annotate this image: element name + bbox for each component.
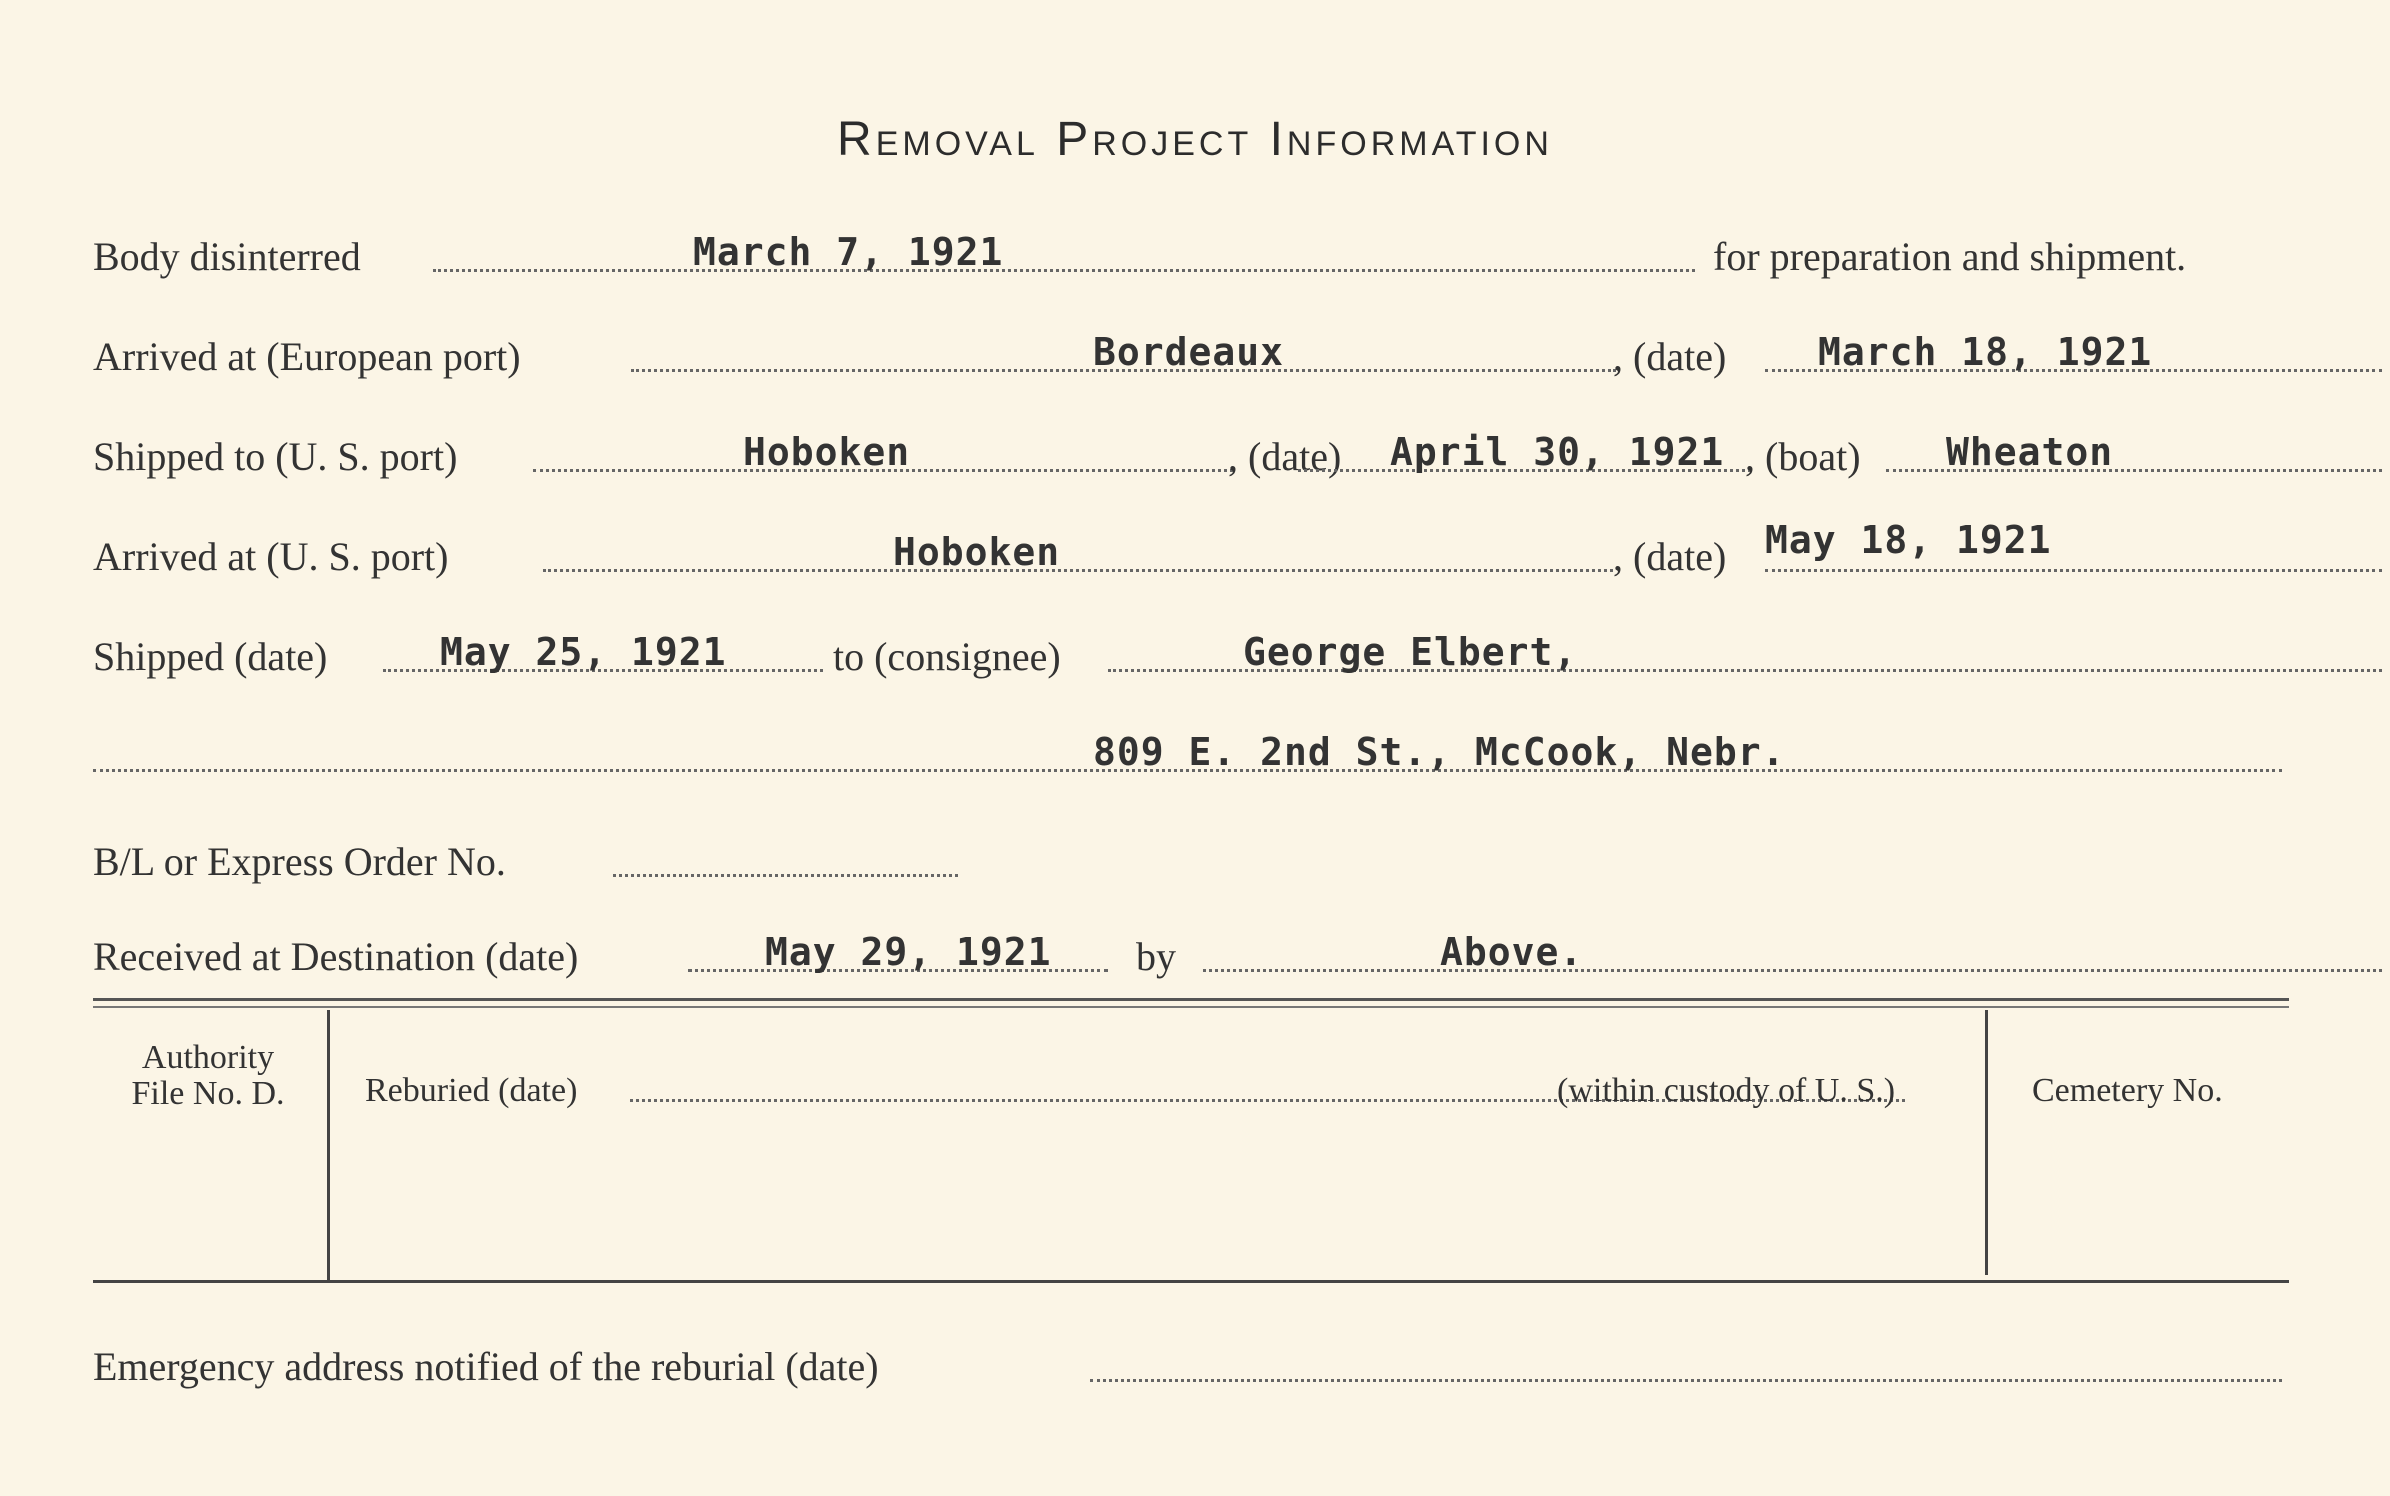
received-by-line — [1203, 969, 2382, 972]
shipped-to-us-boat-label: , (boat) — [1745, 434, 1861, 479]
consignee-value: George Elbert, — [1243, 630, 1578, 674]
received-label: Received at Destination (date) — [93, 934, 579, 979]
double-rule-bottom — [93, 1006, 2289, 1008]
shipped-date-value: May 25, 1921 — [440, 630, 727, 674]
arrived-us-date-value: May 18, 1921 — [1765, 518, 2052, 562]
authority-label: Authority — [141, 1039, 275, 1076]
double-rule-top — [93, 998, 2289, 1001]
shipped-to-us-date-label: , (date) — [1228, 434, 1342, 479]
row-shipped-to-us — [93, 420, 2290, 480]
row-emergency — [93, 1330, 2290, 1390]
arrived-european-date-label: , (date) — [1613, 334, 1727, 379]
arrived-us-value: Hoboken — [893, 530, 1061, 574]
received-by-label: by — [1136, 934, 1176, 979]
address-value: 809 E. 2nd St., McCook, Nebr. — [1093, 730, 1786, 774]
row-body-disinterred — [93, 220, 2290, 280]
arrived-european-label: Arrived at (European port) — [93, 334, 521, 379]
shipped-to-us-date-value: April 30, 1921 — [1390, 430, 1725, 474]
received-by-value: Above. — [1440, 930, 1584, 974]
box-divider-left — [327, 1010, 330, 1282]
row-arrived-european — [93, 320, 2290, 380]
row-bl-order — [93, 825, 2290, 885]
row-reburied — [365, 1050, 2290, 1110]
shipped-to-us-value: Hoboken — [743, 430, 911, 474]
arrived-european-value: Bordeaux — [1093, 330, 1285, 374]
authority-block — [118, 1040, 298, 1111]
cemetery-label: Cemetery No. — [2032, 1072, 2223, 1109]
body-disinterred-label: Body disinterred — [93, 234, 361, 279]
arrived-us-line — [543, 569, 1613, 572]
row-address — [93, 720, 2290, 780]
shipped-to-us-label: Shipped to (U. S. port) — [93, 434, 458, 479]
row-arrived-us — [93, 520, 2290, 580]
bl-order-line — [613, 874, 958, 877]
arrived-us-label: Arrived at (U. S. port) — [93, 534, 449, 579]
received-value: May 29, 1921 — [765, 930, 1052, 974]
body-disinterred-line — [433, 269, 1695, 272]
consignee-label: to (consignee) — [833, 634, 1061, 679]
custody-label: (within custody of U. S.) — [1557, 1072, 1896, 1109]
reburied-label: Reburied (date) — [365, 1072, 578, 1109]
shipped-to-us-boat-value: Wheaton — [1946, 430, 2114, 474]
arrived-us-date-label: , (date) — [1613, 534, 1727, 579]
emergency-label: Emergency address notified of the reburial (date) — [93, 1344, 879, 1389]
row-shipped-date — [93, 620, 2290, 680]
box-bottom-rule — [93, 1280, 2289, 1283]
shipped-date-label: Shipped (date) — [93, 634, 328, 679]
emergency-line — [1090, 1379, 2282, 1382]
bl-order-label: B/L or Express Order No. — [93, 839, 506, 884]
row-received — [93, 920, 2290, 980]
arrived-european-date-value: March 18, 1921 — [1818, 330, 2153, 374]
arrived-us-date-line — [1765, 569, 2382, 572]
page-title: Removal Project Information — [837, 113, 1553, 166]
authority-file-label: File No. D. — [131, 1074, 285, 1112]
body-disinterred-suffix: for preparation and shipment. — [1713, 234, 2187, 279]
body-disinterred-value: March 7, 1921 — [693, 230, 1004, 274]
